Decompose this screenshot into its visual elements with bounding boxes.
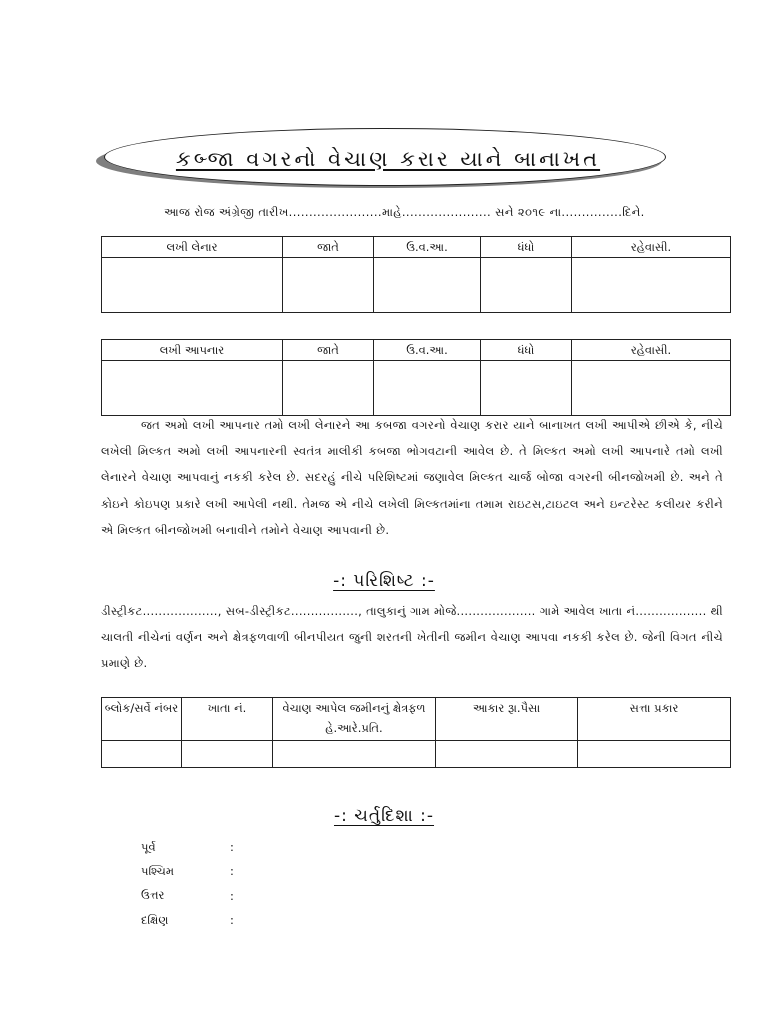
buyer-table-row xyxy=(102,258,731,313)
land-header-survey-number: બ્લોક/સર્વે નંબર xyxy=(102,698,182,741)
boundary-colon: : xyxy=(230,864,234,879)
buyer-age-cell[interactable] xyxy=(374,258,481,313)
boundary-label: ઉત્તર xyxy=(141,888,165,903)
buyer-caste-cell[interactable] xyxy=(283,258,374,313)
buyer-name-cell[interactable] xyxy=(102,258,283,313)
land-details-table xyxy=(101,697,731,768)
seller-table-row xyxy=(102,361,731,416)
annexure-heading: -: પરિશિષ્ટ :- xyxy=(333,571,435,591)
buyer-header-age: ઉ.વ.આ. xyxy=(374,237,481,258)
document-title: કબ્જા વગરનો વેચાણ કરાર યાને બાનાખત xyxy=(175,147,601,171)
seller-header-caste: જાતે xyxy=(283,340,374,361)
land-header-area: વેચાણ આપેલ જમીનનું ક્ષેત્રફળ હે.આરે.પ્રતિ. xyxy=(273,698,436,741)
seller-header-residence: રહેવાસી. xyxy=(572,340,731,361)
boundary-row-south xyxy=(141,908,240,932)
seller-header-age: ઉ.વ.આ. xyxy=(374,340,481,361)
boundary-colon: : xyxy=(230,840,234,855)
seller-header-name: લખી આપનાર xyxy=(102,340,283,361)
boundary-colon: : xyxy=(230,913,234,928)
annexure-paragraph: ડીસ્ટ્રીકટ..................., સબ-ડીસ્ટ્રીકટ................., તાલુકાનું ગામ મોજે.................... ગામે આવેલ ખાતા નં.................. થી ચાલતી નીચેનાં વર્ણન અને ક્ષેત્રફળવાળી બીનપીયત જુની શરતની ખેતીની જમીન વેચાણ આપવા નકકી કરેલ છે. જેની વિગત નીચે પ્રમાણે છે. xyxy=(101,604,723,671)
land-assessment-cell[interactable] xyxy=(436,741,578,768)
boundary-label: પૂર્વ xyxy=(141,839,156,854)
land-header-assessment: આકાર રૂા.પૈસા xyxy=(436,698,578,741)
boundary-label: દક્ષિણ xyxy=(141,912,169,927)
land-header-tenure-type: સત્તા પ્રકાર xyxy=(578,698,731,741)
boundary-label: પશ્ચિમ xyxy=(141,863,174,878)
seller-residence-cell[interactable] xyxy=(572,361,731,416)
land-table-header-row xyxy=(102,698,731,741)
seller-table-header-row xyxy=(102,340,731,361)
seller-table xyxy=(101,339,731,416)
buyer-table xyxy=(101,236,731,313)
land-account-number-cell[interactable] xyxy=(182,741,273,768)
date-line: આજ રોજ અંગ્રેજી તારીખ.......................માહે...................... સને ૨૦૧૯ ના...............દિને. xyxy=(164,205,645,219)
boundary-row-north xyxy=(141,884,240,908)
boundary-row-east xyxy=(141,835,240,859)
seller-caste-cell[interactable] xyxy=(283,361,374,416)
boundaries-list xyxy=(141,835,240,932)
boundaries-heading: -: ચર્તુદિશા :- xyxy=(333,806,435,826)
buyer-header-name: લખી લેનાર xyxy=(102,237,283,258)
buyer-residence-cell[interactable] xyxy=(572,258,731,313)
buyer-occupation-cell[interactable] xyxy=(481,258,572,313)
title-banner xyxy=(100,128,670,198)
land-tenure-type-cell[interactable] xyxy=(578,741,731,768)
land-table-row xyxy=(102,741,731,768)
buyer-table-header-row xyxy=(102,237,731,258)
land-survey-number-cell[interactable] xyxy=(102,741,182,768)
buyer-header-occupation: ધંધો xyxy=(481,237,572,258)
boundary-colon: : xyxy=(230,888,234,903)
seller-name-cell[interactable] xyxy=(102,361,283,416)
land-header-account-number: ખાતા નં. xyxy=(182,698,273,741)
seller-age-cell[interactable] xyxy=(374,361,481,416)
buyer-header-caste: જાતે xyxy=(283,237,374,258)
agreement-paragraph: જત અમો લખી આપનાર તમો લખી લેનારને આ કબજા વગરનો વેચાણ કરાર યાને બાનાખત લખી આપીએ છીએ કે, નીચે લખેલી મિલ્કત અમો લખી આપનારની સ્વતંત્ર માલીકી કબજા ભોગવટાની આવેલ છે. તે મિલ્કત અમો લખી આપનારે તમો લખી લેનારને વેચાણ આપવાનું નકકી કરેલ છે. સદરહું નીચે પરિશિષ્ટમાં જણાવેલ મિલ્કત ચાર્જ બોજા વગરની બીનજોખમી છે. અને તે કોઇને કોઇપણ પ્રકારે લખી આપેલી નથી. તેમજ એ નીચે લખેલી મિલ્કતમાંના તમામ રાઇટસ,ટાઇટલ અને ઇન્ટરેસ્ટ કલીયર કરીને એ મિલ્કત બીનજોખમી બનાવીને તમોને વેચાણ આપવાની છે. xyxy=(101,418,723,537)
buyer-header-residence: રહેવાસી. xyxy=(572,237,731,258)
boundary-row-west xyxy=(141,859,240,883)
land-area-cell[interactable] xyxy=(273,741,436,768)
seller-header-occupation: ધંધો xyxy=(481,340,572,361)
seller-occupation-cell[interactable] xyxy=(481,361,572,416)
